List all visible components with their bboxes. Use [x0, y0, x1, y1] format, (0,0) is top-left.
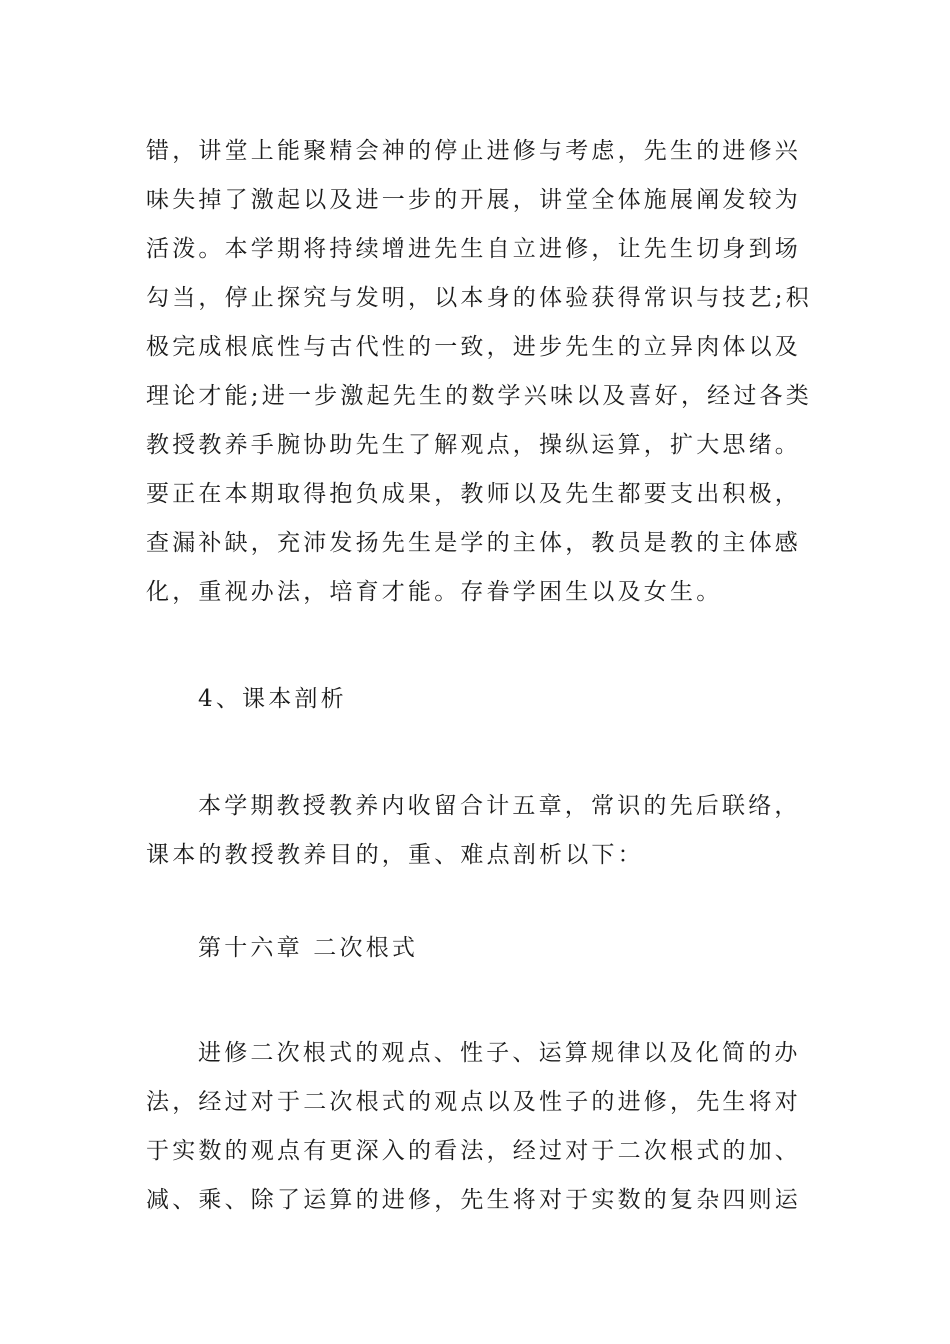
paragraph-3-line-1: 进修二次根式的观点、性子、运算规律以及化简的办 [198, 1040, 801, 1066]
paragraph-1-line-2: 味失掉了激起以及进一步的开展，讲堂全体施展阐发较为 [146, 187, 801, 213]
paragraph-1-line-6: 理论才能;进一步激起先生的数学兴味以及喜好，经过各类 [146, 383, 812, 409]
paragraph-2-line-1: 本学期教授教养内收留合计五章，常识的先后联络， [198, 793, 801, 819]
paragraph-3-line-2: 法，经过对于二次根式的观点以及性子的进修，先生将对 [146, 1089, 801, 1115]
paragraph-1-line-10: 化，重视办法，培育才能。存眷学困生以及女生。 [146, 579, 723, 605]
paragraph-3-line-4: 减、乘、除了运算的进修，先生将对于实数的复杂四则运 [146, 1187, 801, 1213]
paragraph-1-line-5: 极完成根底性与古代性的一致，进步先生的立异肉体以及 [146, 334, 801, 360]
paragraph-1-line-1: 错，讲堂上能聚精会神的停止进修与考虑，先生的进修兴 [146, 138, 801, 164]
paragraph-1-line-7: 教授教养手腕协助先生了解观点，操纵运算，扩大思绪。 [146, 432, 801, 458]
chapter-16-heading: 第十六章 二次根式 [198, 935, 419, 961]
paragraph-1-line-8: 要正在本期取得抱负成果，教师以及先生都要支出积极， [146, 481, 801, 507]
paragraph-2-line-2: 课本的教授教养目的，重、难点剖析以下： [146, 842, 644, 868]
paragraph-1-line-3: 活泼。本学期将持续增进先生自立进修，让先生切身到场 [146, 236, 801, 262]
paragraph-1-line-9: 查漏补缺，充沛发扬先生是学的主体，教员是教的主体感 [146, 530, 801, 556]
paragraph-1-line-4: 勾当，停止探究与发明，以本身的体验获得常识与技艺;积 [146, 285, 812, 311]
section-heading-4: 4、课本剖析 [198, 686, 347, 712]
paragraph-3-line-3: 于实数的观点有更深入的看法，经过对于二次根式的加、 [146, 1138, 801, 1164]
